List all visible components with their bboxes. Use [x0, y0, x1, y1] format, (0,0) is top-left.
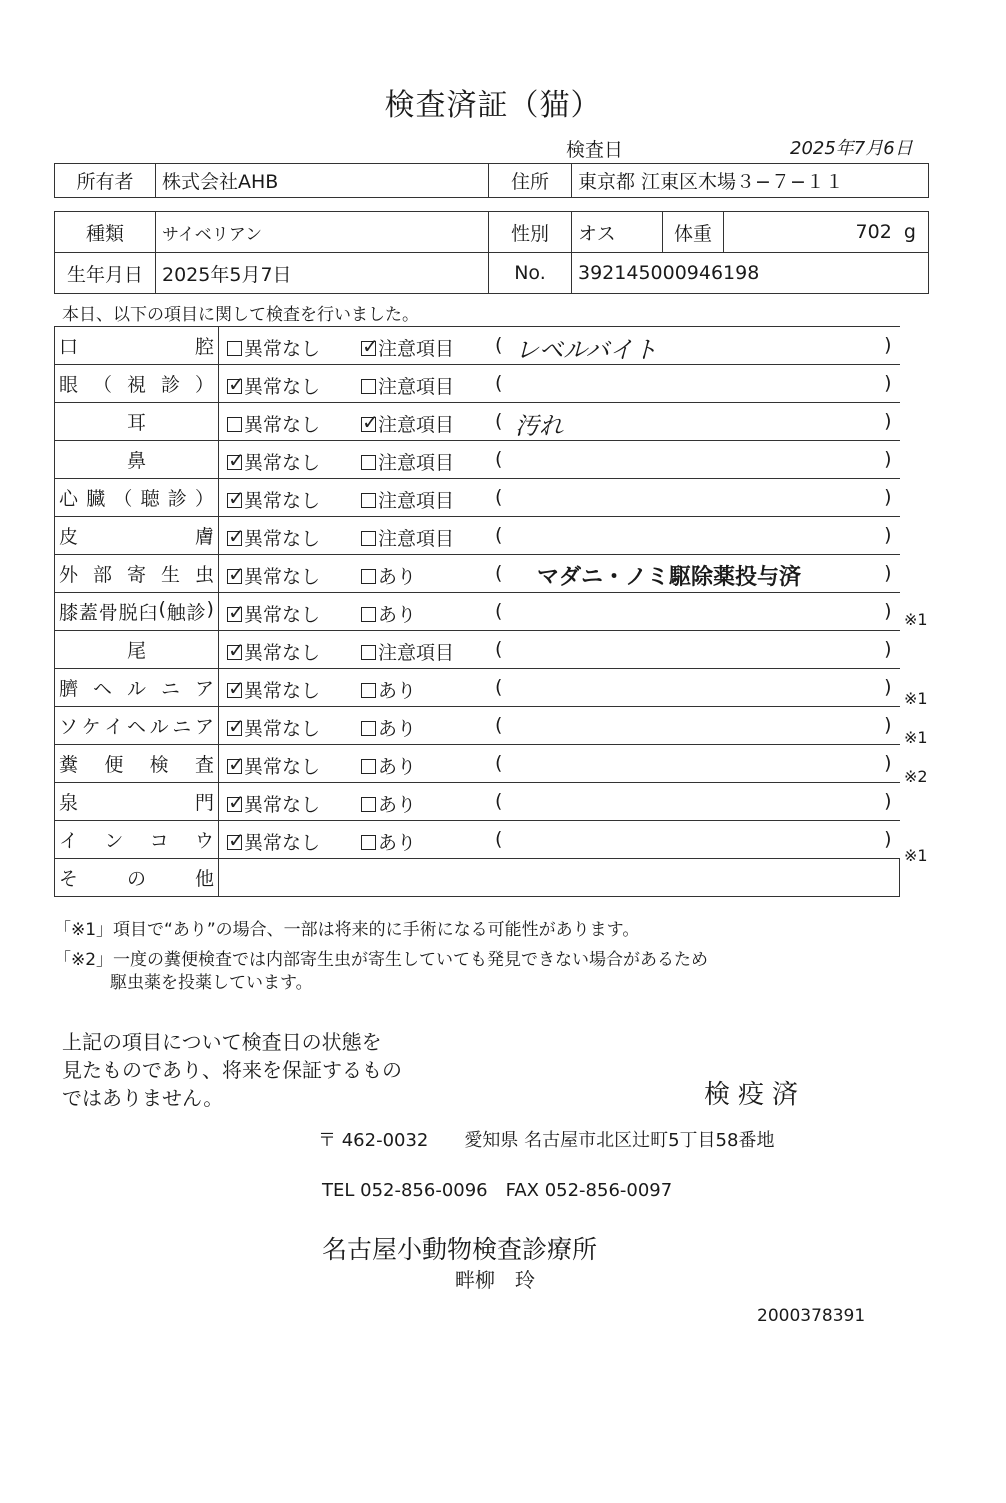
option-no-abnormality[interactable] [227, 410, 320, 437]
no-label: No. [489, 253, 572, 294]
footnote-2: 「※2」一度の糞便検査では内部寄生虫が寄生していても発見できない場合があるため [54, 950, 709, 970]
item-char: 門 [194, 792, 214, 814]
item-char: 骨 [98, 602, 118, 624]
option-label: 注意項目 [378, 414, 455, 436]
check-mark-icon: ✓ [228, 562, 245, 586]
option-label: あり [378, 566, 417, 588]
check-options [219, 821, 900, 859]
check-options [219, 327, 900, 365]
option-label: 異常なし [244, 490, 321, 512]
paren-open: ( [495, 334, 503, 356]
option-no-abnormality[interactable] [227, 638, 320, 665]
option-label: 異常なし [244, 414, 321, 436]
item-text [59, 560, 214, 587]
item-char: 眼 [59, 374, 79, 396]
paren-close: ) [884, 562, 892, 584]
check-row [55, 669, 900, 707]
paren-close: ) [884, 638, 892, 660]
check-mark-icon: ✓ [362, 410, 379, 434]
option-attention[interactable] [361, 334, 454, 361]
weight-cell [724, 212, 929, 253]
vet-name: 畔柳 玲 [455, 1268, 535, 1292]
paren-open: ( [495, 714, 503, 736]
check-mark-icon: ✓ [228, 714, 245, 738]
checkbox-icon[interactable] [227, 562, 245, 586]
option-label: 異常なし [244, 604, 321, 626]
item-char: 心 [59, 488, 79, 510]
option-label: 注意項目 [378, 490, 455, 512]
option-label: あり [378, 832, 417, 854]
check-item-label [55, 365, 219, 403]
paren-open: ( [495, 638, 503, 660]
item-text [59, 370, 214, 397]
option-no-abnormality[interactable] [227, 790, 320, 817]
other-label [55, 859, 219, 897]
paren-open: ( [495, 676, 503, 698]
check-options [219, 365, 900, 403]
checkbox-icon[interactable] [361, 759, 376, 774]
item-char: イ [104, 716, 124, 738]
item-char: ル [126, 678, 146, 700]
item-char: 外 [59, 564, 79, 586]
option-label: 異常なし [244, 718, 321, 740]
address-value: 東京都 江東区木場３−７−１１ [572, 164, 929, 198]
paren-close: ) [884, 334, 892, 356]
item-char: 脱 [118, 602, 138, 624]
option-no-abnormality[interactable] [227, 486, 320, 513]
paren-open: ( [495, 448, 503, 470]
check-options [219, 783, 900, 821]
item-char: （ [113, 488, 133, 510]
item-text [59, 522, 214, 549]
checkbox-icon[interactable] [227, 790, 245, 814]
item-char: ン [104, 830, 124, 852]
item-text [59, 712, 214, 739]
checkbox-icon[interactable] [361, 493, 376, 508]
note-mark: ※1 [904, 688, 928, 708]
check-options [219, 669, 900, 707]
check-row [55, 327, 900, 365]
option-label: あり [378, 604, 417, 626]
checkbox-icon[interactable] [361, 721, 376, 736]
option-no-abnormality[interactable] [227, 714, 320, 741]
option-label: あり [378, 680, 417, 702]
check-item-label [55, 479, 219, 517]
checkbox-icon[interactable] [361, 410, 379, 434]
item-char: 生 [160, 564, 180, 586]
check-row [55, 403, 900, 441]
option-attention[interactable] [361, 790, 416, 817]
checkbox-icon[interactable] [361, 607, 376, 622]
item-char: 糞 [59, 754, 79, 776]
item-char: ( [158, 598, 166, 620]
option-label: 異常なし [244, 566, 321, 588]
item-text [59, 484, 214, 511]
item-char: ル [149, 716, 169, 738]
check-options [219, 441, 900, 479]
weight-unit: g [903, 221, 916, 243]
check-options [219, 745, 900, 783]
check-row [55, 441, 900, 479]
item-char: 蓋 [78, 602, 98, 624]
exam-date-value: 2025年7月6日 [790, 138, 913, 159]
item-char: 視 [126, 374, 146, 396]
statement-line: 見たものであり、将来を保証するもの [62, 1058, 402, 1082]
check-options [219, 593, 900, 631]
pet-table [54, 211, 929, 294]
check-mark-icon: ✓ [228, 448, 245, 472]
option-attention[interactable] [361, 676, 416, 703]
item-text [59, 598, 214, 625]
check-options [219, 707, 900, 745]
option-attention[interactable] [361, 714, 416, 741]
check-item-label [55, 555, 219, 593]
item-char: 臍 [59, 678, 79, 700]
option-label: 異常なし [244, 452, 321, 474]
option-attention[interactable] [361, 600, 416, 627]
check-options [219, 517, 900, 555]
remark-text: マダニ・ノミ駆除薬投与済 [537, 565, 802, 590]
footnote-1: 「※1」項目で“あり”の場合、一部は将来的に手術になる可能性があります。 [54, 920, 640, 940]
item-char: 触 [166, 602, 186, 624]
check-mark-icon: ✓ [228, 828, 245, 852]
weight-label: 体重 [663, 212, 724, 253]
checkbox-icon[interactable] [361, 455, 376, 470]
item-text [59, 864, 214, 891]
check-mark-icon: ✓ [228, 790, 245, 814]
check-item-label [55, 631, 219, 669]
checkbox-icon[interactable] [227, 448, 245, 472]
paren-open: ( [495, 486, 503, 508]
item-char: ） [194, 374, 214, 396]
statement-line: ではありません。 [62, 1086, 224, 1110]
footnote-2-cont: 駆虫薬を投薬しています。 [110, 973, 313, 993]
check-item-label [55, 707, 219, 745]
option-label: 異常なし [244, 642, 321, 664]
item-text: 尾 [126, 640, 146, 662]
birth-value: 2025年5月7日 [156, 253, 489, 294]
clinic-name: 名古屋小動物検査診療所 [322, 1235, 598, 1264]
check-row [55, 707, 900, 745]
option-no-abnormality[interactable] [227, 524, 320, 551]
check-row [55, 631, 900, 669]
option-no-abnormality[interactable] [227, 752, 320, 779]
paren-close: ) [884, 486, 892, 508]
item-char: 診 [160, 374, 180, 396]
item-char: 腔 [194, 336, 214, 358]
paren-open: ( [495, 372, 503, 394]
paren-close: ) [884, 600, 892, 622]
item-text: 鼻 [126, 450, 146, 472]
option-label: 注意項目 [378, 452, 455, 474]
check-row [55, 365, 900, 403]
option-label: あり [378, 794, 417, 816]
item-char: ) [206, 598, 214, 620]
checkbox-icon[interactable] [227, 828, 245, 852]
checkbox-icon[interactable] [227, 372, 245, 396]
check-mark-icon: ✓ [228, 638, 245, 662]
option-no-abnormality[interactable] [227, 600, 320, 627]
item-char: 臓 [86, 488, 106, 510]
check-mark-icon: ✓ [362, 334, 379, 358]
item-char: 便 [104, 754, 124, 776]
checks-table [54, 326, 900, 897]
paren-close: ) [884, 752, 892, 774]
note-mark: ※1 [904, 610, 928, 630]
item-text [59, 674, 214, 701]
option-attention[interactable] [361, 638, 454, 665]
item-char: 虫 [194, 564, 214, 586]
item-char: ） [194, 488, 214, 510]
checkbox-icon[interactable] [361, 569, 376, 584]
paren-close: ) [884, 676, 892, 698]
paren-open: ( [495, 600, 503, 622]
breed-label: 種類 [55, 212, 156, 253]
option-label: 注意項目 [378, 528, 455, 550]
remark-text: 汚れ [515, 412, 563, 440]
check-row [55, 479, 900, 517]
item-text: 耳 [126, 412, 146, 434]
option-label: 注意項目 [378, 376, 455, 398]
option-no-abnormality[interactable] [227, 448, 320, 475]
owner-label: 所有者 [55, 164, 156, 198]
check-item-label [55, 403, 219, 441]
check-item-label [55, 327, 219, 365]
option-attention[interactable] [361, 448, 454, 475]
check-item-label [55, 593, 219, 631]
option-attention[interactable] [361, 828, 416, 855]
checkbox-icon[interactable] [227, 524, 245, 548]
checkbox-icon[interactable] [227, 341, 242, 356]
checkbox-icon[interactable] [361, 531, 376, 546]
item-char: 聴 [140, 488, 160, 510]
note-mark: ※1 [904, 845, 928, 865]
checkbox-icon[interactable] [361, 683, 376, 698]
serial-number: 2000378391 [757, 1306, 866, 1326]
checkbox-icon[interactable] [227, 600, 245, 624]
check-item-label [55, 783, 219, 821]
sex-label: 性別 [489, 212, 572, 253]
item-char: ニ [172, 716, 192, 738]
option-label: 異常なし [244, 756, 321, 778]
check-options [219, 403, 900, 441]
paren-open: ( [495, 410, 503, 432]
check-mark-icon: ✓ [228, 486, 245, 510]
check-mark-icon: ✓ [228, 600, 245, 624]
item-char: 部 [92, 564, 112, 586]
checkbox-icon[interactable] [361, 334, 379, 358]
item-text [59, 826, 214, 853]
option-no-abnormality[interactable] [227, 676, 320, 703]
option-label: 異常なし [244, 376, 321, 398]
item-char: ケ [81, 716, 101, 738]
checkbox-icon[interactable] [227, 714, 245, 738]
item-char: 寄 [126, 564, 146, 586]
option-no-abnormality[interactable] [227, 372, 320, 399]
check-item-label [55, 441, 219, 479]
no-value: 392145000946198 [572, 253, 929, 294]
clinic-address: 〒 462-0032 愛知県 名古屋市北区辻町5丁目58番地 [318, 1130, 775, 1151]
check-row [55, 593, 900, 631]
item-char: 口 [59, 336, 79, 358]
option-label: 異常なし [244, 528, 321, 550]
option-no-abnormality[interactable] [227, 562, 320, 589]
owner-table [54, 163, 929, 198]
checkbox-icon[interactable] [361, 835, 376, 850]
item-char: 泉 [59, 792, 79, 814]
option-attention[interactable] [361, 752, 416, 779]
item-char: そ [59, 868, 79, 890]
option-attention[interactable] [361, 410, 454, 437]
paren-close: ) [884, 448, 892, 470]
option-label: 異常なし [244, 832, 321, 854]
option-attention[interactable] [361, 524, 454, 551]
item-char: ア [194, 678, 214, 700]
paren-close: ) [884, 828, 892, 850]
item-char: イ [59, 830, 79, 852]
checkbox-icon[interactable] [227, 486, 245, 510]
check-item-label [55, 669, 219, 707]
item-char: 膝 [59, 602, 79, 624]
paren-open: ( [495, 790, 503, 812]
owner-value: 株式会社AHB [156, 164, 489, 198]
item-char: 他 [194, 868, 214, 890]
paren-close: ) [884, 524, 892, 546]
option-label: 異常なし [244, 338, 321, 360]
option-attention[interactable] [361, 486, 454, 513]
item-text [59, 788, 214, 815]
exam-date-label: 検査日 [566, 139, 624, 161]
item-char: の [126, 868, 146, 890]
check-mark-icon: ✓ [228, 752, 245, 776]
note-mark: ※1 [904, 728, 928, 747]
clinic-tel-fax: TEL 052-856-0096 FAX 052-856-0097 [322, 1180, 673, 1201]
item-text [59, 750, 214, 777]
address-label: 住所 [489, 164, 572, 198]
option-no-abnormality[interactable] [227, 828, 320, 855]
item-char: ウ [194, 830, 214, 852]
check-row [55, 783, 900, 821]
check-row [55, 745, 900, 783]
item-char: （ [92, 374, 112, 396]
checkbox-icon[interactable] [361, 797, 376, 812]
item-char: ヘ [92, 678, 112, 700]
checkbox-icon[interactable] [227, 417, 242, 432]
check-options [219, 555, 900, 593]
item-char: 診 [167, 488, 187, 510]
check-item-label [55, 517, 219, 555]
paren-open: ( [495, 524, 503, 546]
item-char: ヘ [126, 716, 146, 738]
other-value [219, 859, 900, 897]
option-label: 異常なし [244, 794, 321, 816]
option-label: 注意項目 [378, 338, 455, 360]
paren-close: ) [884, 790, 892, 812]
statement [62, 1028, 402, 1112]
sex-value: オス [572, 212, 663, 253]
paren-close: ) [884, 714, 892, 736]
birth-label: 生年月日 [55, 253, 156, 294]
paren-close: ) [884, 372, 892, 394]
paren-close: ) [884, 410, 892, 432]
statement-line: 上記の項目について検査日の状態を [62, 1030, 382, 1054]
item-char: 皮 [59, 526, 79, 548]
check-options [219, 479, 900, 517]
item-char: ニ [160, 678, 180, 700]
checkbox-icon[interactable] [361, 379, 376, 394]
paren-open: ( [495, 752, 503, 774]
option-no-abnormality[interactable] [227, 334, 320, 361]
check-options [219, 631, 900, 669]
option-label: 異常なし [244, 680, 321, 702]
checkbox-icon[interactable] [227, 676, 245, 700]
checkbox-icon[interactable] [227, 752, 245, 776]
checkbox-icon[interactable] [227, 638, 245, 662]
option-attention[interactable] [361, 372, 454, 399]
remark-text: レベルバイト [515, 336, 658, 364]
check-mark-icon: ✓ [228, 372, 245, 396]
item-char: 査 [194, 754, 214, 776]
note-mark: ※2 [904, 767, 928, 787]
weight-value: 702 [855, 221, 892, 243]
quarantine-stamp: 検疫済 [704, 1080, 807, 1110]
item-char: 膚 [194, 526, 214, 548]
option-label: あり [378, 756, 417, 778]
item-text [59, 332, 214, 359]
check-row [55, 555, 900, 593]
item-char: 臼 [138, 602, 158, 624]
item-char: コ [149, 830, 169, 852]
checkbox-icon[interactable] [361, 645, 376, 660]
option-label: あり [378, 718, 417, 740]
check-row [55, 821, 900, 859]
option-label: 注意項目 [378, 642, 455, 664]
option-attention[interactable] [361, 562, 416, 589]
document-title: 検査済証（猫） [384, 88, 602, 123]
check-item-label [55, 745, 219, 783]
notice-text: 本日、以下の項目に関して検査を行いました。 [62, 305, 419, 325]
check-mark-icon: ✓ [228, 676, 245, 700]
item-char: ソ [59, 716, 79, 738]
paren-open: ( [495, 562, 503, 584]
paren-open: ( [495, 828, 503, 850]
check-item-label [55, 821, 219, 859]
item-char: ア [194, 716, 214, 738]
item-char: 診 [186, 602, 206, 624]
item-char: 検 [149, 754, 169, 776]
check-row [55, 517, 900, 555]
check-mark-icon: ✓ [228, 524, 245, 548]
breed-value: サイベリアン [156, 212, 489, 253]
